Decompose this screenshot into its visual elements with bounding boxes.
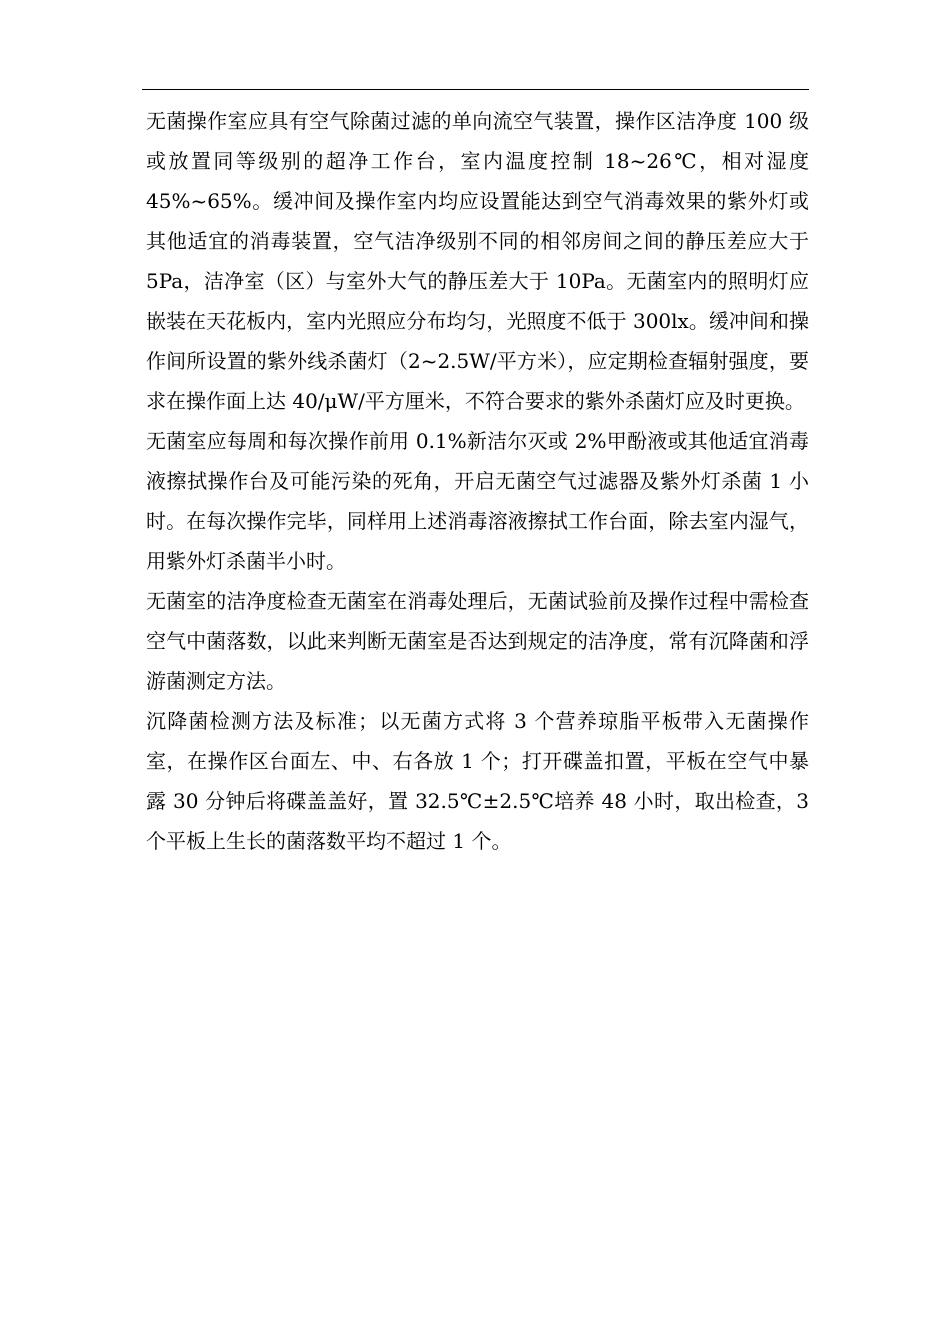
document-body: [146, 101, 809, 861]
paragraph-cleanliness-inspection: 无菌室的洁净度检查无菌室在消毒处理后，无菌试验前及操作过程中需检查空气中菌落数，以此来判断无菌室是否达到规定的洁净度，常有沉降菌和浮游菌测定方法。: [146, 589, 809, 693]
paragraph-settling-bacteria-test: 沉降菌检测方法及标准；以无菌方式将 3 个营养琼脂平板带入无菌操作室，在操作区台面左、中、右各放 1 个；打开碟盖扣置，平板在空气中暴露 30 分钟后将碟盖盖好，置 32.5℃±2.5℃培养 48 小时，取出检查，3 个平板上生长的菌落数平均不超过 1 个。: [146, 709, 809, 853]
header-rule: [142, 89, 809, 90]
paragraph-disinfection-procedure: 无菌室应每周和每次操作前用 0.1%新洁尔灭或 2%甲酚液或其他适宜消毒液擦拭操作台及可能污染的死角，开启无菌空气过滤器及紫外灯杀菌 1 小时。在每次操作完毕，同样用上述消毒溶液擦拭工作台面，除去室内湿气，用紫外灯杀菌半小时。: [146, 429, 809, 573]
paragraph-clean-room-requirements: 无菌操作室应具有空气除菌过滤的单向流空气装置，操作区洁净度 100 级或放置同等级别的超净工作台，室内温度控制 18~26℃，相对湿度 45%~65%。缓冲间及操作室内均应设置能达到空气消毒效果的紫外灯或其他适宜的消毒装置，空气洁净级别不同的相邻房间之间的静压差应大于 5Pa，洁净室（区）与室外大气的静压差大于 10Pa。无菌室内的照明灯应嵌装在天花板内，室内光照应分布均匀，光照度不低于 300lx。缓冲间和操作间所设置的紫外线杀菌灯（2~2.5W/平方米），应定期检查辐射强度，要求在操作面上达 40/μW/平方厘米，不符合要求的紫外杀菌灯应及时更换。: [146, 109, 809, 413]
